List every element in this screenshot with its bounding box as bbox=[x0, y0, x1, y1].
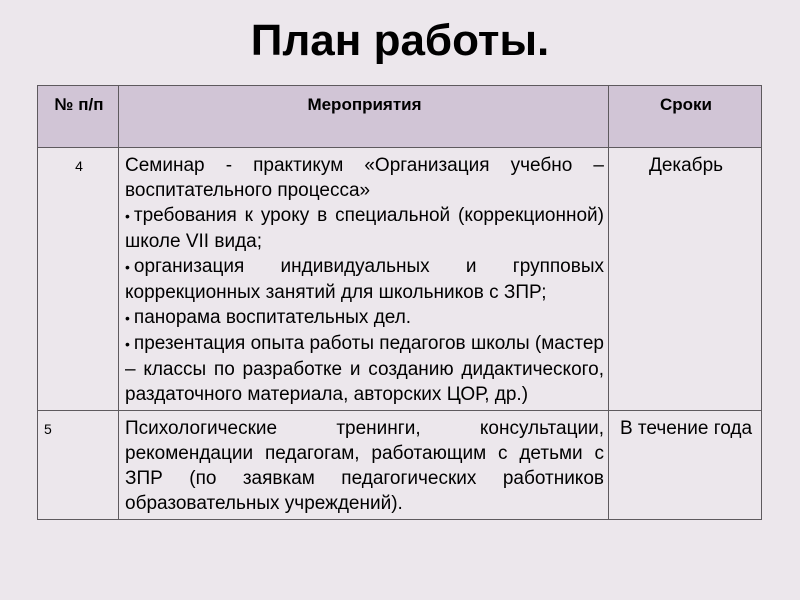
row-term: В течение года bbox=[609, 411, 762, 520]
list-item-text: презентация опыта работы педагогов школы (мастер – классы по разработке и созданию дидактического, раздаточного материала, авторских ЦОР, др.) bbox=[125, 333, 604, 405]
table-row bbox=[38, 411, 762, 520]
header-terms: Сроки bbox=[609, 86, 762, 148]
table-row bbox=[38, 148, 762, 411]
table-header-row bbox=[38, 86, 762, 148]
event-list bbox=[125, 203, 604, 407]
page-title: План работы. bbox=[250, 16, 550, 65]
list-item bbox=[125, 331, 604, 407]
list-item bbox=[125, 203, 604, 254]
list-item bbox=[125, 254, 604, 305]
header-num: № п/п bbox=[38, 86, 119, 148]
event-title: Семинар - практикум «Организация учебно – воспитательного процесса» bbox=[125, 155, 604, 201]
event-title: Психологические тренинги, консультации, рекомендации педагогам, работающим с детьми с ЗПР (по заявкам педагогических работников образовательных учреждений). bbox=[125, 418, 604, 514]
bullet-icon: • bbox=[125, 310, 130, 326]
bullet-icon: • bbox=[125, 259, 130, 275]
list-item-text: панорама воспитательных дел. bbox=[133, 307, 412, 328]
list-item bbox=[125, 305, 604, 331]
bullet-icon: • bbox=[125, 208, 130, 224]
list-item-text: организация индивидуальных и групповых коррекционных занятий для школьников с ЗПР; bbox=[125, 256, 604, 303]
bullet-icon: • bbox=[125, 336, 130, 352]
row-events bbox=[119, 411, 609, 520]
row-term: Декабрь bbox=[609, 148, 762, 411]
work-plan-table bbox=[37, 85, 762, 520]
list-item-text: требования к уроку в специальной (коррекционной) школе VII вида; bbox=[125, 205, 604, 252]
row-num: 5 bbox=[38, 411, 119, 520]
header-events: Мероприятия bbox=[119, 86, 609, 148]
row-events bbox=[119, 148, 609, 411]
row-num: 4 bbox=[38, 148, 119, 411]
